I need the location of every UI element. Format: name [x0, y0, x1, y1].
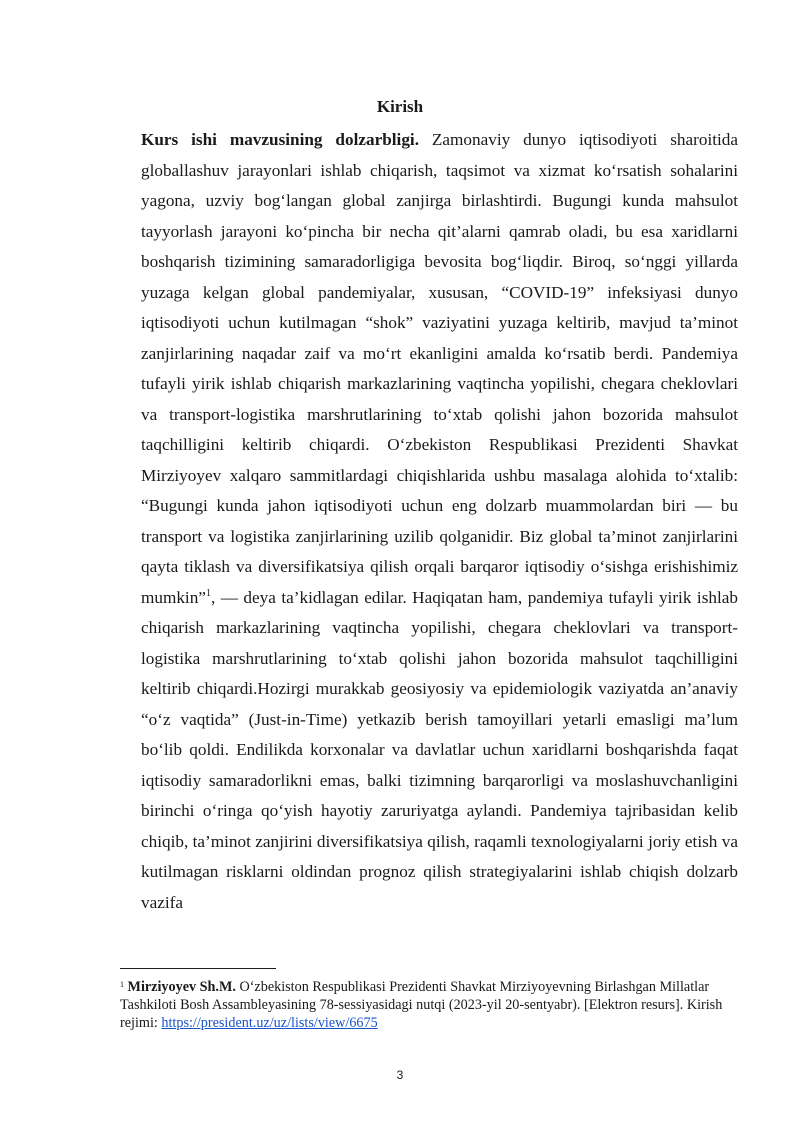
footnote-marker: 1: [120, 980, 124, 989]
section-heading: Kirish: [376, 97, 424, 116]
footnote-reference[interactable]: 1: [205, 587, 211, 599]
footnote-text: O‘zbekiston Respublikasi Prezidenti Shavkat Mirziyoyevning Birlashgan Millatlar Tashkiloti Bosh Assambleyasining 78-sessiyasidagi nutqi (2023-yil 20-sentyabr). [Elektron resurs]. Kirish rejimi:: [120, 979, 723, 1031]
footnote-author: Mirziyoyev Sh.M.: [127, 979, 236, 995]
paragraph-text-part2: , — deya ta’kidlagan edilar. Haqiqatan ham, pandemiya tufayli yirik ishlab chiqarish markazlarining vaqtincha yopilishi, chegara cheklovlari va transport-logistika marshrutlarining to‘xtab qolishi jahon bozorida mahsulot taqchilligini keltirib chiqardi.Hozirgi murakkab geosiyosiy va epidemiologik vaziyatda an’anaviy “o‘z vaqtida” (Just-in-Time) yetkazib berish tamoyillari yetarli emasligi ma’lum bo‘lib qoldi. Endilikda korxonalar va davlatlar uchun xaridlarni boshqarishda faqat iqtisodiy samaradorlikni emas, balki tizimning barqarorligi va moslashuvchanligini birinchi o‘ringa qo‘yish hayotiy zaruriyatga aylandi. Pandemiya tajribasidan kelib chiqib, ta’minot zanjirini diversifikatsiya qilish, raqamli texnologiyalarni joriy etish va kutilmagan risklarni oldindan prognoz qilish strategiyalarini ishlab chiqish dolzarb vazifa: [141, 587, 738, 912]
footnote-link[interactable]: https://president.uz/uz/lists/view/6675: [161, 1015, 378, 1031]
footnote-separator: [120, 968, 276, 969]
footnote: [120, 976, 740, 1032]
paragraph-text-part1: Zamonaviy dunyo iqtisodiyoti sharoitida globallashuv jarayonlari ishlab chiqarish, taqsimot va xizmat ko‘rsatish sohalarini yagona, uzviy bog‘langan global zanjirga birlashtirdi. Bugungi kunda mahsulot tayyorlash jarayoni ko‘pincha bir necha qit’alarni qamrab oladi, bu esa xaridlarni boshqarish tizimining samaradorligiga bevosita bog‘liqdir. Biroq, so‘nggi yillarda yuzaga kelgan global pandemiyalar, xususan, “COVID-19” infeksiyasi dunyo iqtisodiyoti uchun kutilmagan “shok” vaziyatini yuzaga keltirib, mavjud ta’minot zanjirlarining naqadar zaif va mo‘rt ekanligini amalda ko‘rsatib berdi. Pandemiya tufayli yirik ishlab chiqarish markazlarining vaqtincha yopilishi, chegara cheklovlari va transport-logistika marshrutlarining to‘xtab qolishi jahon bozorida mahsulot taqchilligini keltirib chiqardi. O‘zbekiston Respublikasi Prezidenti Shavkat Mirziyoyev xalqaro sammitlardagi chiqishlarida ushbu masalaga alohida to‘xtalib: “Bugungi kunda jahon iqtisodiyoti uchun eng dolzarb muammolardan biri — bu transport va logistika zanjirlarining uzilib qolganidir. Biz global ta’minot zanjirlarini qayta tiklash va diversifikatsiya qilish orqali barqaror iqtisodiy o‘sishga erishishimiz mumkin”: [141, 130, 738, 607]
page-number: 3: [396, 1068, 404, 1082]
body-paragraph: [141, 125, 738, 918]
paragraph-lead: Kurs ishi mavzusining dolzarbligi.: [141, 130, 419, 149]
